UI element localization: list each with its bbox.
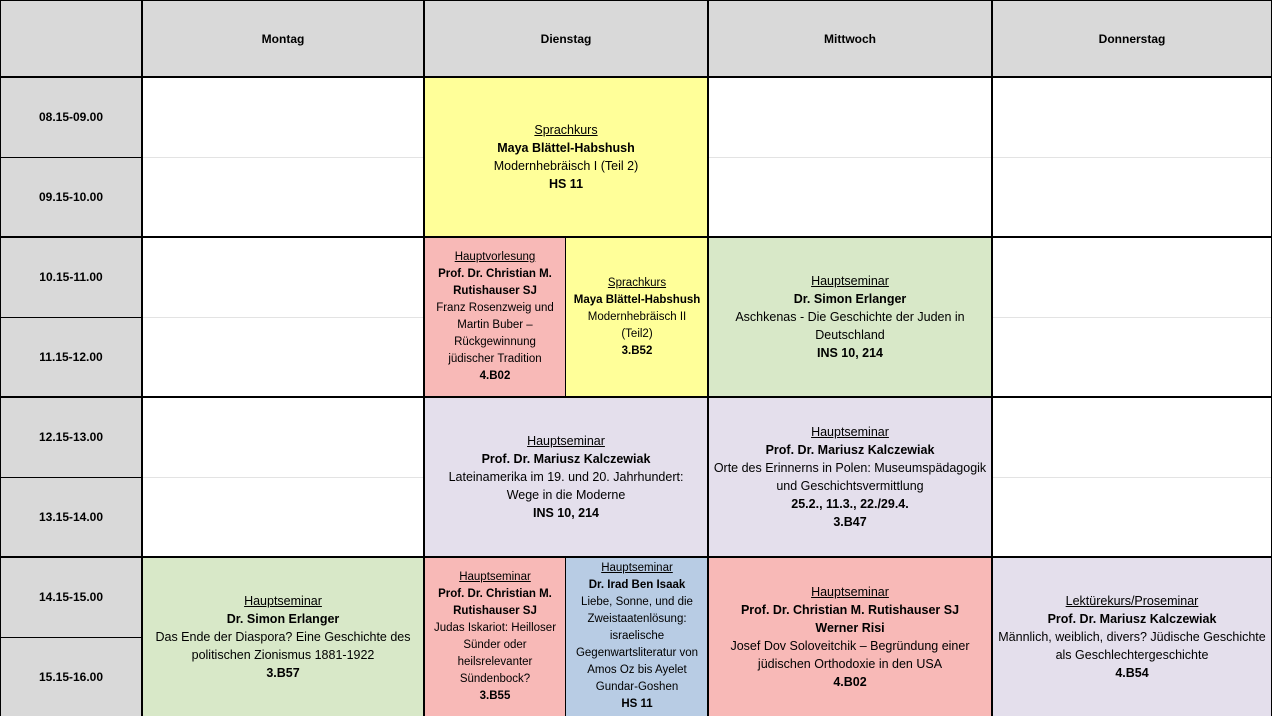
course-title: (Teil2) — [621, 327, 653, 340]
course-block — [424, 397, 708, 557]
course-title: Aschkenas - Die Geschichte der Juden in — [735, 310, 965, 324]
course-title: Zweistaatenlösung: — [587, 613, 687, 625]
course-lecturer: Prof. Dr. Mariusz Kalczewiak — [1047, 611, 1217, 626]
course-lecturer: Prof. Dr. Christian M. — [438, 268, 552, 280]
time-label: 12.15-13.00 — [0, 397, 142, 477]
course-title: und Geschichtsvermittlung — [776, 479, 924, 493]
course-block — [708, 557, 992, 716]
course-room: 4.B02 — [479, 370, 511, 382]
course-title: Gundar-Goshen — [595, 681, 679, 693]
course-title: Gegenwartsliteratur von — [575, 647, 699, 659]
course-title: Judas Iskariot: Heilloser — [433, 621, 557, 634]
course-type: Hauptvorlesung — [454, 251, 536, 263]
course-room: 3.B55 — [479, 689, 511, 702]
course-title: Rückgewinnung — [454, 336, 536, 348]
time-label: 09.15-10.00 — [0, 157, 142, 237]
time-label: 11.15-12.00 — [0, 317, 142, 397]
course-title: Lateinamerika im 19. und 20. Jahrhundert: — [448, 470, 684, 484]
course-title: politischen Zionismus 1881-1922 — [191, 647, 375, 662]
course-dates: 25.2., 11.3., 22./29.4. — [791, 497, 909, 511]
course-title: als Geschlechtergeschichte — [1055, 647, 1209, 662]
course-title: Liebe, Sonne, und die — [581, 596, 693, 608]
day-header-monday: Montag — [142, 0, 424, 77]
course-title: Sündenbock? — [459, 672, 531, 685]
course-lecturer: Prof. Dr. Mariusz Kalczewiak — [481, 452, 651, 466]
day-header-wednesday: Mittwoch — [708, 0, 992, 77]
course-title: jüdischer Tradition — [448, 353, 542, 365]
course-type: Hauptseminar — [811, 274, 889, 288]
course-lecturer: Dr. Irad Ben Isaak — [588, 579, 686, 591]
course-type: Hauptseminar — [459, 570, 531, 583]
course-block — [424, 237, 566, 397]
course-room: INS 10, 214 — [532, 506, 599, 520]
course-lecturer: Maya Blättel-Habshush — [497, 141, 635, 155]
course-type: Hauptseminar — [527, 434, 605, 448]
time-label: 13.15-14.00 — [0, 477, 142, 557]
course-room: INS 10, 214 — [816, 346, 883, 360]
course-room: 3.B47 — [833, 515, 867, 529]
course-lecturer: Prof. Dr. Mariusz Kalczewiak — [765, 443, 935, 457]
day-header-thursday: Donnerstag — [992, 0, 1272, 77]
course-title: Orte des Erinnerns in Polen: Museumspädagogik — [713, 461, 987, 475]
course-lecturer: Rutishauser SJ — [453, 285, 537, 297]
course-title: Martin Buber – — [457, 319, 533, 331]
day-header-tuesday: Dienstag — [424, 0, 708, 77]
course-block — [566, 237, 708, 397]
course-type: Sprachkurs — [534, 123, 598, 137]
course-title: israelische — [609, 630, 665, 642]
course-room: 3.B57 — [266, 665, 300, 680]
course-block — [708, 237, 992, 397]
course-block — [424, 557, 566, 716]
course-title: jüdischen Orthodoxie in den USA — [757, 656, 943, 671]
course-block — [566, 557, 708, 716]
course-title: heilsrelevanter — [457, 655, 533, 668]
course-lecturer: Prof. Dr. Christian M. — [438, 587, 552, 600]
course-block — [142, 557, 424, 716]
course-block — [708, 397, 992, 557]
course-title: Wege in die Moderne — [506, 488, 626, 502]
time-label: 15.15-16.00 — [0, 637, 142, 716]
course-block — [992, 557, 1272, 716]
course-type: Hauptseminar — [601, 562, 673, 574]
course-title: Modernhebräisch I (Teil 2) — [493, 159, 639, 173]
course-room: HS 11 — [621, 698, 653, 710]
course-lecturer: Prof. Dr. Christian M. Rutishauser SJ — [740, 602, 960, 617]
course-title: Sünder oder — [463, 638, 527, 651]
course-lecturer: Dr. Simon Erlanger — [793, 292, 907, 306]
course-type: Hauptseminar — [811, 584, 889, 599]
course-title: Josef Dov Soloveitchik – Begründung einer — [730, 638, 970, 653]
course-room: 3.B52 — [621, 344, 653, 357]
course-title: Franz Rosenzweig und — [436, 302, 554, 314]
course-lecturer: Rutishauser SJ — [453, 604, 537, 617]
course-type: Hauptseminar — [811, 425, 889, 439]
course-type: Sprachkurs — [607, 276, 667, 289]
course-title: Das Ende der Diaspora? Eine Geschichte des — [155, 629, 411, 644]
course-title: Amos Oz bis Ayelet — [587, 664, 687, 676]
course-title: Deutschland — [815, 328, 885, 342]
course-lecturer: Dr. Simon Erlanger — [226, 611, 340, 626]
course-room: 4.B54 — [1115, 665, 1149, 680]
course-lecturer: Maya Blättel-Habshush — [573, 293, 701, 306]
time-label: 14.15-15.00 — [0, 557, 142, 637]
course-type: Lektürekurs/Proseminar — [1065, 593, 1199, 608]
course-room: 4.B02 — [833, 674, 867, 689]
course-title: Modernhebräisch II — [587, 310, 687, 323]
course-block — [424, 77, 708, 237]
course-lecturer: Werner Risi — [815, 620, 885, 635]
time-label: 08.15-09.00 — [0, 77, 142, 157]
time-label: 10.15-11.00 — [0, 237, 142, 317]
course-type: Hauptseminar — [244, 593, 322, 608]
course-room: HS 11 — [548, 177, 584, 191]
course-title: Männlich, weiblich, divers? Jüdische Geschichte — [998, 629, 1266, 644]
corner-cell — [0, 0, 142, 77]
